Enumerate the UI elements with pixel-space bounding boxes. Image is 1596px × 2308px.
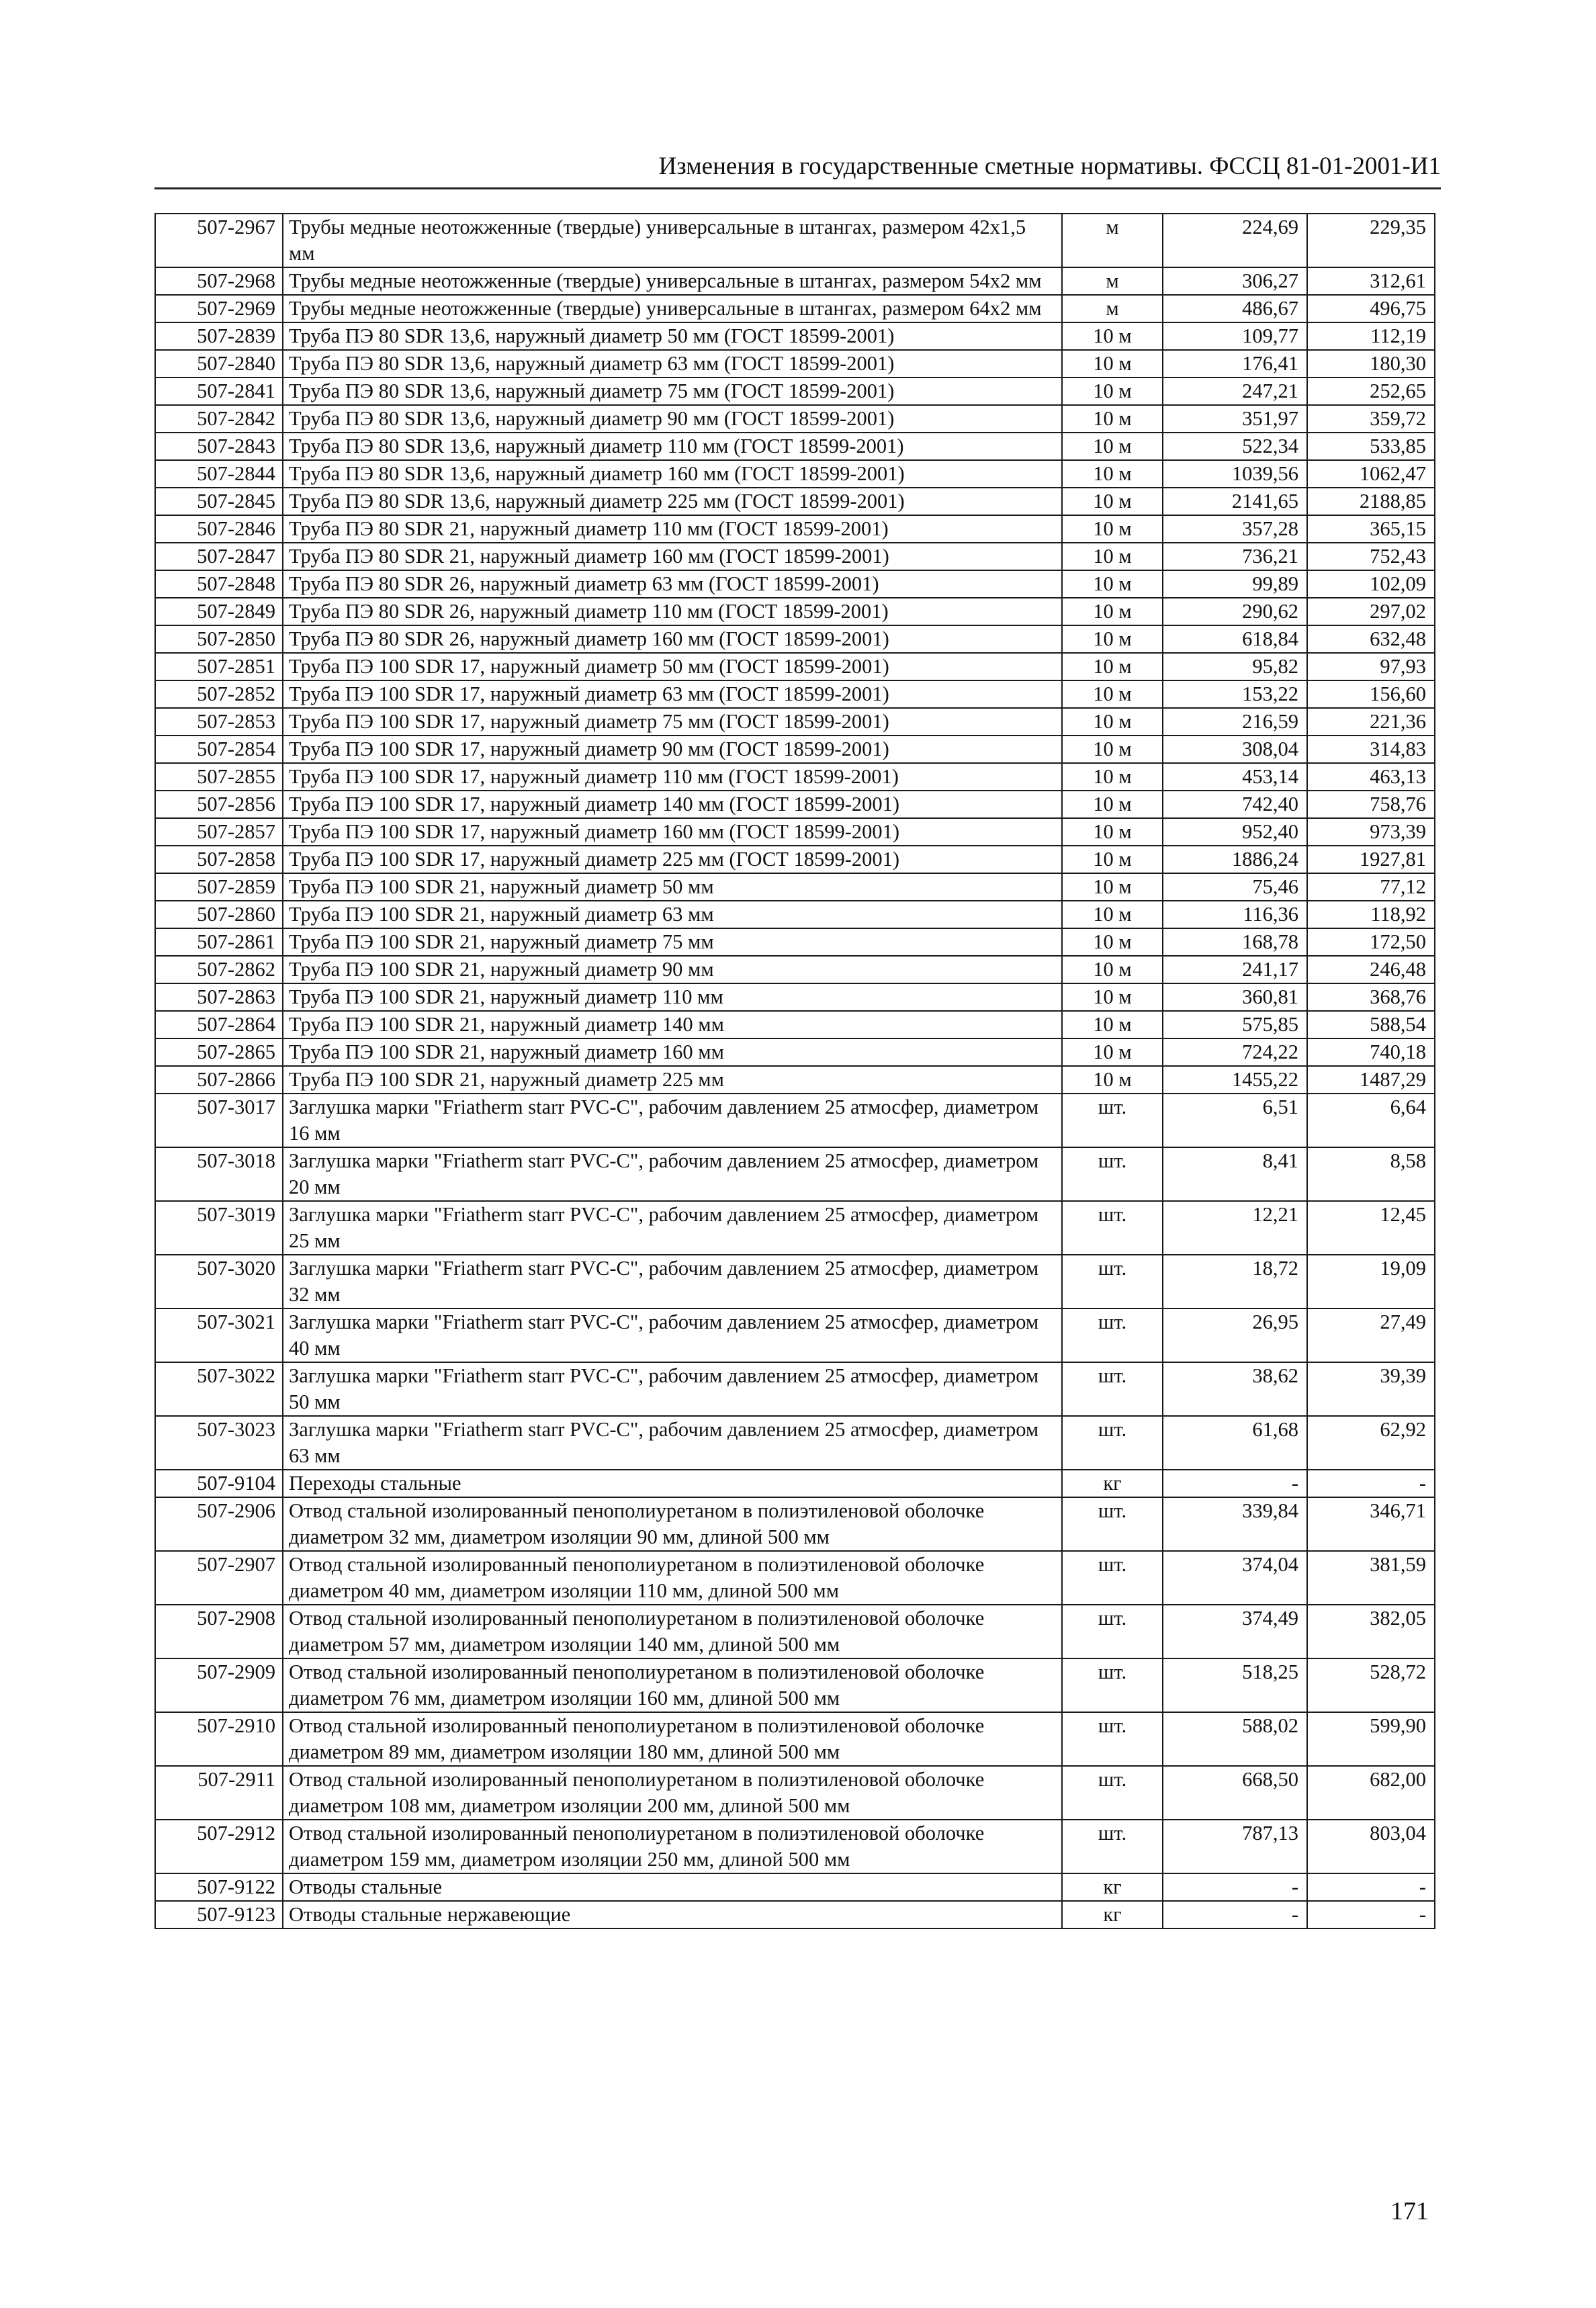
row-name: Трубы медные неотожженные (твердые) универсальные в штангах, размером 64х2 мм xyxy=(283,295,1062,322)
row-price-base: 351,97 xyxy=(1163,405,1307,433)
row-name: Труба ПЭ 100 SDR 21, наружный диаметр 63 мм xyxy=(283,901,1062,928)
row-unit: 10 м xyxy=(1062,901,1163,928)
table-row xyxy=(155,1201,1435,1255)
row-price-current: 599,90 xyxy=(1307,1712,1435,1766)
row-name: Труба ПЭ 80 SDR 26, наружный диаметр 63 мм (ГОСТ 18599-2001) xyxy=(283,570,1062,598)
row-code: 507-9122 xyxy=(155,1873,283,1901)
table-row xyxy=(155,901,1435,928)
row-price-current: 246,48 xyxy=(1307,956,1435,983)
row-code: 507-3019 xyxy=(155,1201,283,1255)
row-price-current: 252,65 xyxy=(1307,378,1435,405)
row-code: 507-2846 xyxy=(155,515,283,543)
row-price-base: 357,28 xyxy=(1163,515,1307,543)
row-unit: шт. xyxy=(1062,1255,1163,1308)
row-price-current: 12,45 xyxy=(1307,1201,1435,1255)
row-unit: шт. xyxy=(1062,1201,1163,1255)
row-unit: 10 м xyxy=(1062,322,1163,350)
row-price-current: 27,49 xyxy=(1307,1308,1435,1362)
price-table-body xyxy=(155,214,1435,1928)
row-name: Труба ПЭ 100 SDR 21, наружный диаметр 75 мм xyxy=(283,928,1062,956)
row-price-current: 180,30 xyxy=(1307,350,1435,378)
row-price-current: 102,09 xyxy=(1307,570,1435,598)
row-price-base: 116,36 xyxy=(1163,901,1307,928)
row-unit: 10 м xyxy=(1062,570,1163,598)
row-unit: 10 м xyxy=(1062,598,1163,625)
table-row xyxy=(155,1712,1435,1766)
table-row xyxy=(155,1308,1435,1362)
row-name: Отвод стальной изолированный пенополиуретаном в полиэтиленовой оболочке диаметром 108 мм, диаметром изоляции 200 мм, длиной 500 мм xyxy=(283,1766,1062,1820)
row-unit: 10 м xyxy=(1062,378,1163,405)
row-price-base: 374,04 xyxy=(1163,1551,1307,1605)
row-price-base: 290,62 xyxy=(1163,598,1307,625)
row-price-current: - xyxy=(1307,1901,1435,1928)
row-price-base: 2141,65 xyxy=(1163,488,1307,515)
row-price-base: 1039,56 xyxy=(1163,460,1307,488)
row-unit: 10 м xyxy=(1062,515,1163,543)
row-code: 507-2912 xyxy=(155,1820,283,1873)
row-price-current: 77,12 xyxy=(1307,873,1435,901)
row-price-current: 973,39 xyxy=(1307,818,1435,846)
row-code: 507-2854 xyxy=(155,736,283,763)
row-price-base: 374,49 xyxy=(1163,1605,1307,1658)
table-row xyxy=(155,1497,1435,1551)
table-row xyxy=(155,433,1435,460)
row-price-current: 588,54 xyxy=(1307,1011,1435,1038)
row-unit: 10 м xyxy=(1062,653,1163,680)
table-row xyxy=(155,873,1435,901)
row-unit: шт. xyxy=(1062,1712,1163,1766)
table-row xyxy=(155,846,1435,873)
row-price-current: 368,76 xyxy=(1307,983,1435,1011)
table-row xyxy=(155,1416,1435,1470)
row-code: 507-2850 xyxy=(155,625,283,653)
row-price-current: 2188,85 xyxy=(1307,488,1435,515)
row-price-current: 346,71 xyxy=(1307,1497,1435,1551)
row-price-current: 740,18 xyxy=(1307,1038,1435,1066)
table-row xyxy=(155,763,1435,791)
row-price-base: 18,72 xyxy=(1163,1255,1307,1308)
row-price-current: 528,72 xyxy=(1307,1658,1435,1712)
row-price-base: 618,84 xyxy=(1163,625,1307,653)
table-row xyxy=(155,1605,1435,1658)
table-row xyxy=(155,625,1435,653)
table-row xyxy=(155,1038,1435,1066)
row-unit: 10 м xyxy=(1062,460,1163,488)
row-code: 507-2857 xyxy=(155,818,283,846)
table-row xyxy=(155,653,1435,680)
table-row xyxy=(155,598,1435,625)
row-name: Труба ПЭ 100 SDR 21, наружный диаметр 140 мм xyxy=(283,1011,1062,1038)
row-price-current: 297,02 xyxy=(1307,598,1435,625)
row-price-base: 339,84 xyxy=(1163,1497,1307,1551)
row-name: Труба ПЭ 100 SDR 21, наружный диаметр 90 мм xyxy=(283,956,1062,983)
row-name: Заглушка марки "Friatherm starr PVC-C", рабочим давлением 25 атмосфер, диаметром 32 мм xyxy=(283,1255,1062,1308)
row-name: Труба ПЭ 100 SDR 17, наружный диаметр 225 мм (ГОСТ 18599-2001) xyxy=(283,846,1062,873)
row-code: 507-2907 xyxy=(155,1551,283,1605)
row-unit: шт. xyxy=(1062,1362,1163,1416)
row-price-base: 588,02 xyxy=(1163,1712,1307,1766)
row-price-current: 118,92 xyxy=(1307,901,1435,928)
row-name: Отвод стальной изолированный пенополиуретаном в полиэтиленовой оболочке диаметром 32 мм, диаметром изоляции 90 мм, длиной 500 мм xyxy=(283,1497,1062,1551)
row-name: Труба ПЭ 100 SDR 17, наружный диаметр 50 мм (ГОСТ 18599-2001) xyxy=(283,653,1062,680)
table-row xyxy=(155,1551,1435,1605)
row-price-current: 112,19 xyxy=(1307,322,1435,350)
row-name: Отвод стальной изолированный пенополиуретаном в полиэтиленовой оболочке диаметром 57 мм, диаметром изоляции 140 мм, длиной 500 мм xyxy=(283,1605,1062,1658)
row-code: 507-2910 xyxy=(155,1712,283,1766)
row-name: Труба ПЭ 100 SDR 17, наружный диаметр 63 мм (ГОСТ 18599-2001) xyxy=(283,680,1062,708)
row-price-base: 668,50 xyxy=(1163,1766,1307,1820)
row-code: 507-2855 xyxy=(155,763,283,791)
row-name: Труба ПЭ 100 SDR 21, наружный диаметр 225 мм xyxy=(283,1066,1062,1094)
row-price-base: - xyxy=(1163,1470,1307,1497)
row-name: Отвод стальной изолированный пенополиуретаном в полиэтиленовой оболочке диаметром 40 мм, диаметром изоляции 110 мм, длиной 500 мм xyxy=(283,1551,1062,1605)
row-unit: 10 м xyxy=(1062,405,1163,433)
row-name: Трубы медные неотожженные (твердые) универсальные в штангах, размером 42х1,5 мм xyxy=(283,214,1062,267)
row-unit: 10 м xyxy=(1062,350,1163,378)
row-code: 507-3018 xyxy=(155,1147,283,1201)
row-name: Труба ПЭ 100 SDR 17, наружный диаметр 75 мм (ГОСТ 18599-2001) xyxy=(283,708,1062,736)
row-price-current: 682,00 xyxy=(1307,1766,1435,1820)
table-row xyxy=(155,1066,1435,1094)
row-name: Труба ПЭ 100 SDR 17, наружный диаметр 90 мм (ГОСТ 18599-2001) xyxy=(283,736,1062,763)
row-price-base: 176,41 xyxy=(1163,350,1307,378)
table-row xyxy=(155,405,1435,433)
row-unit: 10 м xyxy=(1062,543,1163,570)
row-price-base: - xyxy=(1163,1873,1307,1901)
row-price-base: 153,22 xyxy=(1163,680,1307,708)
row-unit: 10 м xyxy=(1062,488,1163,515)
row-name: Труба ПЭ 100 SDR 17, наружный диаметр 140 мм (ГОСТ 18599-2001) xyxy=(283,791,1062,818)
row-price-current: 97,93 xyxy=(1307,653,1435,680)
table-row xyxy=(155,295,1435,322)
table-row xyxy=(155,1470,1435,1497)
row-price-current: 381,59 xyxy=(1307,1551,1435,1605)
row-price-current: 463,13 xyxy=(1307,763,1435,791)
row-unit: 10 м xyxy=(1062,791,1163,818)
table-row xyxy=(155,791,1435,818)
row-name: Труба ПЭ 100 SDR 21, наружный диаметр 110 мм xyxy=(283,983,1062,1011)
table-row xyxy=(155,1901,1435,1928)
row-code: 507-2860 xyxy=(155,901,283,928)
row-unit: 10 м xyxy=(1062,983,1163,1011)
row-unit: шт. xyxy=(1062,1094,1163,1147)
row-name: Заглушка марки "Friatherm starr PVC-C", рабочим давлением 25 атмосфер, диаметром 40 мм xyxy=(283,1308,1062,1362)
row-unit: м xyxy=(1062,267,1163,295)
row-unit: 10 м xyxy=(1062,763,1163,791)
row-price-base: 724,22 xyxy=(1163,1038,1307,1066)
row-name: Труба ПЭ 100 SDR 17, наружный диаметр 160 мм (ГОСТ 18599-2001) xyxy=(283,818,1062,846)
row-name: Труба ПЭ 80 SDR 21, наружный диаметр 160 мм (ГОСТ 18599-2001) xyxy=(283,543,1062,570)
row-price-base: 518,25 xyxy=(1163,1658,1307,1712)
row-code: 507-2845 xyxy=(155,488,283,515)
row-unit: шт. xyxy=(1062,1605,1163,1658)
row-name: Отвод стальной изолированный пенополиуретаном в полиэтиленовой оболочке диаметром 76 мм, диаметром изоляции 160 мм, длиной 500 мм xyxy=(283,1658,1062,1712)
row-unit: шт. xyxy=(1062,1416,1163,1470)
table-row xyxy=(155,214,1435,267)
row-code: 507-2856 xyxy=(155,791,283,818)
row-price-base: 95,82 xyxy=(1163,653,1307,680)
row-price-base: 306,27 xyxy=(1163,267,1307,295)
row-unit: м xyxy=(1062,295,1163,322)
row-price-current: 359,72 xyxy=(1307,405,1435,433)
row-code: 507-9123 xyxy=(155,1901,283,1928)
row-name: Труба ПЭ 80 SDR 13,6, наружный диаметр 110 мм (ГОСТ 18599-2001) xyxy=(283,433,1062,460)
row-code: 507-2866 xyxy=(155,1066,283,1094)
row-price-base: 453,14 xyxy=(1163,763,1307,791)
row-code: 507-2848 xyxy=(155,570,283,598)
table-row xyxy=(155,708,1435,736)
row-price-base: 522,34 xyxy=(1163,433,1307,460)
table-row xyxy=(155,956,1435,983)
row-name: Заглушка марки "Friatherm starr PVC-C", рабочим давлением 25 атмосфер, диаметром 50 мм xyxy=(283,1362,1062,1416)
row-price-base: 308,04 xyxy=(1163,736,1307,763)
table-row xyxy=(155,1255,1435,1308)
row-code: 507-2906 xyxy=(155,1497,283,1551)
row-price-current: 172,50 xyxy=(1307,928,1435,956)
price-table xyxy=(154,213,1435,1929)
row-code: 507-2844 xyxy=(155,460,283,488)
row-unit: 10 м xyxy=(1062,708,1163,736)
row-code: 507-2851 xyxy=(155,653,283,680)
row-code: 507-3020 xyxy=(155,1255,283,1308)
row-unit: 10 м xyxy=(1062,873,1163,901)
row-code: 507-2847 xyxy=(155,543,283,570)
row-price-base: 360,81 xyxy=(1163,983,1307,1011)
row-price-current: 19,09 xyxy=(1307,1255,1435,1308)
row-price-base: 75,46 xyxy=(1163,873,1307,901)
row-price-current: 8,58 xyxy=(1307,1147,1435,1201)
table-row xyxy=(155,570,1435,598)
row-price-base: - xyxy=(1163,1901,1307,1928)
row-code: 507-3017 xyxy=(155,1094,283,1147)
table-row xyxy=(155,1147,1435,1201)
row-unit: шт. xyxy=(1062,1147,1163,1201)
row-code: 507-2852 xyxy=(155,680,283,708)
row-price-base: 742,40 xyxy=(1163,791,1307,818)
row-price-base: 26,95 xyxy=(1163,1308,1307,1362)
table-row xyxy=(155,1820,1435,1873)
page-header xyxy=(154,149,1441,189)
row-name: Труба ПЭ 80 SDR 13,6, наружный диаметр 63 мм (ГОСТ 18599-2001) xyxy=(283,350,1062,378)
row-unit: шт. xyxy=(1062,1497,1163,1551)
row-name: Отводы стальные xyxy=(283,1873,1062,1901)
row-name: Трубы медные неотожженные (твердые) универсальные в штангах, размером 54х2 мм xyxy=(283,267,1062,295)
row-price-base: 109,77 xyxy=(1163,322,1307,350)
table-row xyxy=(155,928,1435,956)
row-unit: кг xyxy=(1062,1901,1163,1928)
row-price-current: 1062,47 xyxy=(1307,460,1435,488)
row-name: Труба ПЭ 80 SDR 21, наружный диаметр 110 мм (ГОСТ 18599-2001) xyxy=(283,515,1062,543)
row-name: Труба ПЭ 80 SDR 26, наружный диаметр 160 мм (ГОСТ 18599-2001) xyxy=(283,625,1062,653)
row-code: 507-2842 xyxy=(155,405,283,433)
row-price-current: 382,05 xyxy=(1307,1605,1435,1658)
table-row xyxy=(155,1094,1435,1147)
table-row xyxy=(155,680,1435,708)
row-code: 507-2863 xyxy=(155,983,283,1011)
row-code: 507-2858 xyxy=(155,846,283,873)
row-price-base: 99,89 xyxy=(1163,570,1307,598)
row-price-current: 1487,29 xyxy=(1307,1066,1435,1094)
row-price-current: 496,75 xyxy=(1307,295,1435,322)
table-row xyxy=(155,515,1435,543)
row-price-base: 216,59 xyxy=(1163,708,1307,736)
row-unit: 10 м xyxy=(1062,928,1163,956)
row-code: 507-2840 xyxy=(155,350,283,378)
table-row xyxy=(155,818,1435,846)
row-code: 507-2968 xyxy=(155,267,283,295)
row-code: 507-2911 xyxy=(155,1766,283,1820)
table-row xyxy=(155,322,1435,350)
row-code: 507-2853 xyxy=(155,708,283,736)
row-price-current: 365,15 xyxy=(1307,515,1435,543)
row-unit: 10 м xyxy=(1062,736,1163,763)
table-row xyxy=(155,1766,1435,1820)
row-price-base: 224,69 xyxy=(1163,214,1307,267)
row-name: Труба ПЭ 80 SDR 13,6, наружный диаметр 160 мм (ГОСТ 18599-2001) xyxy=(283,460,1062,488)
row-name: Труба ПЭ 100 SDR 17, наружный диаметр 110 мм (ГОСТ 18599-2001) xyxy=(283,763,1062,791)
row-price-current: 229,35 xyxy=(1307,214,1435,267)
table-row xyxy=(155,267,1435,295)
row-code: 507-3022 xyxy=(155,1362,283,1416)
row-code: 507-2908 xyxy=(155,1605,283,1658)
row-code: 507-2843 xyxy=(155,433,283,460)
row-price-current: 6,64 xyxy=(1307,1094,1435,1147)
row-unit: 10 м xyxy=(1062,1066,1163,1094)
row-price-base: 8,41 xyxy=(1163,1147,1307,1201)
row-code: 507-2841 xyxy=(155,378,283,405)
row-name: Заглушка марки "Friatherm starr PVC-C", рабочим давлением 25 атмосфер, диаметром 63 мм xyxy=(283,1416,1062,1470)
row-unit: 10 м xyxy=(1062,1038,1163,1066)
row-name: Переходы стальные xyxy=(283,1470,1062,1497)
row-price-current: 632,48 xyxy=(1307,625,1435,653)
page-number: 171 xyxy=(1390,2197,1429,2225)
row-name: Отвод стальной изолированный пенополиуретаном в полиэтиленовой оболочке диаметром 159 мм, диаметром изоляции 250 мм, длиной 500 мм xyxy=(283,1820,1062,1873)
row-price-base: 1455,22 xyxy=(1163,1066,1307,1094)
row-code: 507-9104 xyxy=(155,1470,283,1497)
table-row xyxy=(155,350,1435,378)
row-price-base: 787,13 xyxy=(1163,1820,1307,1873)
row-price-base: 168,78 xyxy=(1163,928,1307,956)
row-name: Труба ПЭ 80 SDR 13,6, наружный диаметр 225 мм (ГОСТ 18599-2001) xyxy=(283,488,1062,515)
row-price-current: 314,83 xyxy=(1307,736,1435,763)
row-price-current: 758,76 xyxy=(1307,791,1435,818)
table-row xyxy=(155,983,1435,1011)
row-price-base: 38,62 xyxy=(1163,1362,1307,1416)
row-price-base: 6,51 xyxy=(1163,1094,1307,1147)
row-unit: шт. xyxy=(1062,1551,1163,1605)
table-row xyxy=(155,1011,1435,1038)
row-unit: м xyxy=(1062,214,1163,267)
row-price-current: - xyxy=(1307,1470,1435,1497)
row-price-base: 486,67 xyxy=(1163,295,1307,322)
row-code: 507-2909 xyxy=(155,1658,283,1712)
row-unit: кг xyxy=(1062,1470,1163,1497)
row-code: 507-2849 xyxy=(155,598,283,625)
row-unit: 10 м xyxy=(1062,625,1163,653)
table-row xyxy=(155,1658,1435,1712)
row-price-base: 736,21 xyxy=(1163,543,1307,570)
row-unit: шт. xyxy=(1062,1308,1163,1362)
table-row xyxy=(155,543,1435,570)
row-unit: 10 м xyxy=(1062,846,1163,873)
row-price-base: 575,85 xyxy=(1163,1011,1307,1038)
table-row xyxy=(155,736,1435,763)
row-name: Заглушка марки "Friatherm starr PVC-C", рабочим давлением 25 атмосфер, диаметром 20 мм xyxy=(283,1147,1062,1201)
row-code: 507-3021 xyxy=(155,1308,283,1362)
row-code: 507-2861 xyxy=(155,928,283,956)
row-unit: 10 м xyxy=(1062,680,1163,708)
row-code: 507-2967 xyxy=(155,214,283,267)
table-row xyxy=(155,1873,1435,1901)
table-row xyxy=(155,1362,1435,1416)
table-row xyxy=(155,378,1435,405)
row-code: 507-2865 xyxy=(155,1038,283,1066)
row-code: 507-2862 xyxy=(155,956,283,983)
row-unit: шт. xyxy=(1062,1820,1163,1873)
row-code: 507-3023 xyxy=(155,1416,283,1470)
row-code: 507-2839 xyxy=(155,322,283,350)
row-unit: 10 м xyxy=(1062,433,1163,460)
row-price-base: 12,21 xyxy=(1163,1201,1307,1255)
row-price-current: 803,04 xyxy=(1307,1820,1435,1873)
row-name: Труба ПЭ 100 SDR 21, наружный диаметр 50 мм xyxy=(283,873,1062,901)
row-price-current: 221,36 xyxy=(1307,708,1435,736)
row-unit: шт. xyxy=(1062,1658,1163,1712)
row-price-current: 752,43 xyxy=(1307,543,1435,570)
row-code: 507-2864 xyxy=(155,1011,283,1038)
row-code: 507-2859 xyxy=(155,873,283,901)
header-title: Изменения в государственные сметные нормативы. ФССЦ 81-01-2001-И1 xyxy=(658,152,1441,180)
row-price-base: 1886,24 xyxy=(1163,846,1307,873)
row-price-current: 39,39 xyxy=(1307,1362,1435,1416)
row-price-base: 241,17 xyxy=(1163,956,1307,983)
row-price-base: 247,21 xyxy=(1163,378,1307,405)
row-name: Заглушка марки "Friatherm starr PVC-C", рабочим давлением 25 атмосфер, диаметром 25 мм xyxy=(283,1201,1062,1255)
row-name: Отводы стальные нержавеющие xyxy=(283,1901,1062,1928)
row-unit: шт. xyxy=(1062,1766,1163,1820)
row-price-base: 61,68 xyxy=(1163,1416,1307,1470)
row-name: Труба ПЭ 100 SDR 21, наружный диаметр 160 мм xyxy=(283,1038,1062,1066)
row-price-current: 156,60 xyxy=(1307,680,1435,708)
row-price-base: 952,40 xyxy=(1163,818,1307,846)
row-price-current: 533,85 xyxy=(1307,433,1435,460)
row-name: Труба ПЭ 80 SDR 13,6, наружный диаметр 75 мм (ГОСТ 18599-2001) xyxy=(283,378,1062,405)
row-unit: 10 м xyxy=(1062,1011,1163,1038)
row-name: Труба ПЭ 80 SDR 26, наружный диаметр 110 мм (ГОСТ 18599-2001) xyxy=(283,598,1062,625)
row-unit: 10 м xyxy=(1062,818,1163,846)
table-row xyxy=(155,460,1435,488)
row-price-current: - xyxy=(1307,1873,1435,1901)
row-unit: кг xyxy=(1062,1873,1163,1901)
row-name: Отвод стальной изолированный пенополиуретаном в полиэтиленовой оболочке диаметром 89 мм, диаметром изоляции 180 мм, длиной 500 мм xyxy=(283,1712,1062,1766)
row-unit: 10 м xyxy=(1062,956,1163,983)
row-price-current: 1927,81 xyxy=(1307,846,1435,873)
table-row xyxy=(155,488,1435,515)
row-code: 507-2969 xyxy=(155,295,283,322)
row-name: Заглушка марки "Friatherm starr PVC-C", рабочим давлением 25 атмосфер, диаметром 16 мм xyxy=(283,1094,1062,1147)
row-name: Труба ПЭ 80 SDR 13,6, наружный диаметр 90 мм (ГОСТ 18599-2001) xyxy=(283,405,1062,433)
row-price-current: 62,92 xyxy=(1307,1416,1435,1470)
row-name: Труба ПЭ 80 SDR 13,6, наружный диаметр 50 мм (ГОСТ 18599-2001) xyxy=(283,322,1062,350)
row-price-current: 312,61 xyxy=(1307,267,1435,295)
